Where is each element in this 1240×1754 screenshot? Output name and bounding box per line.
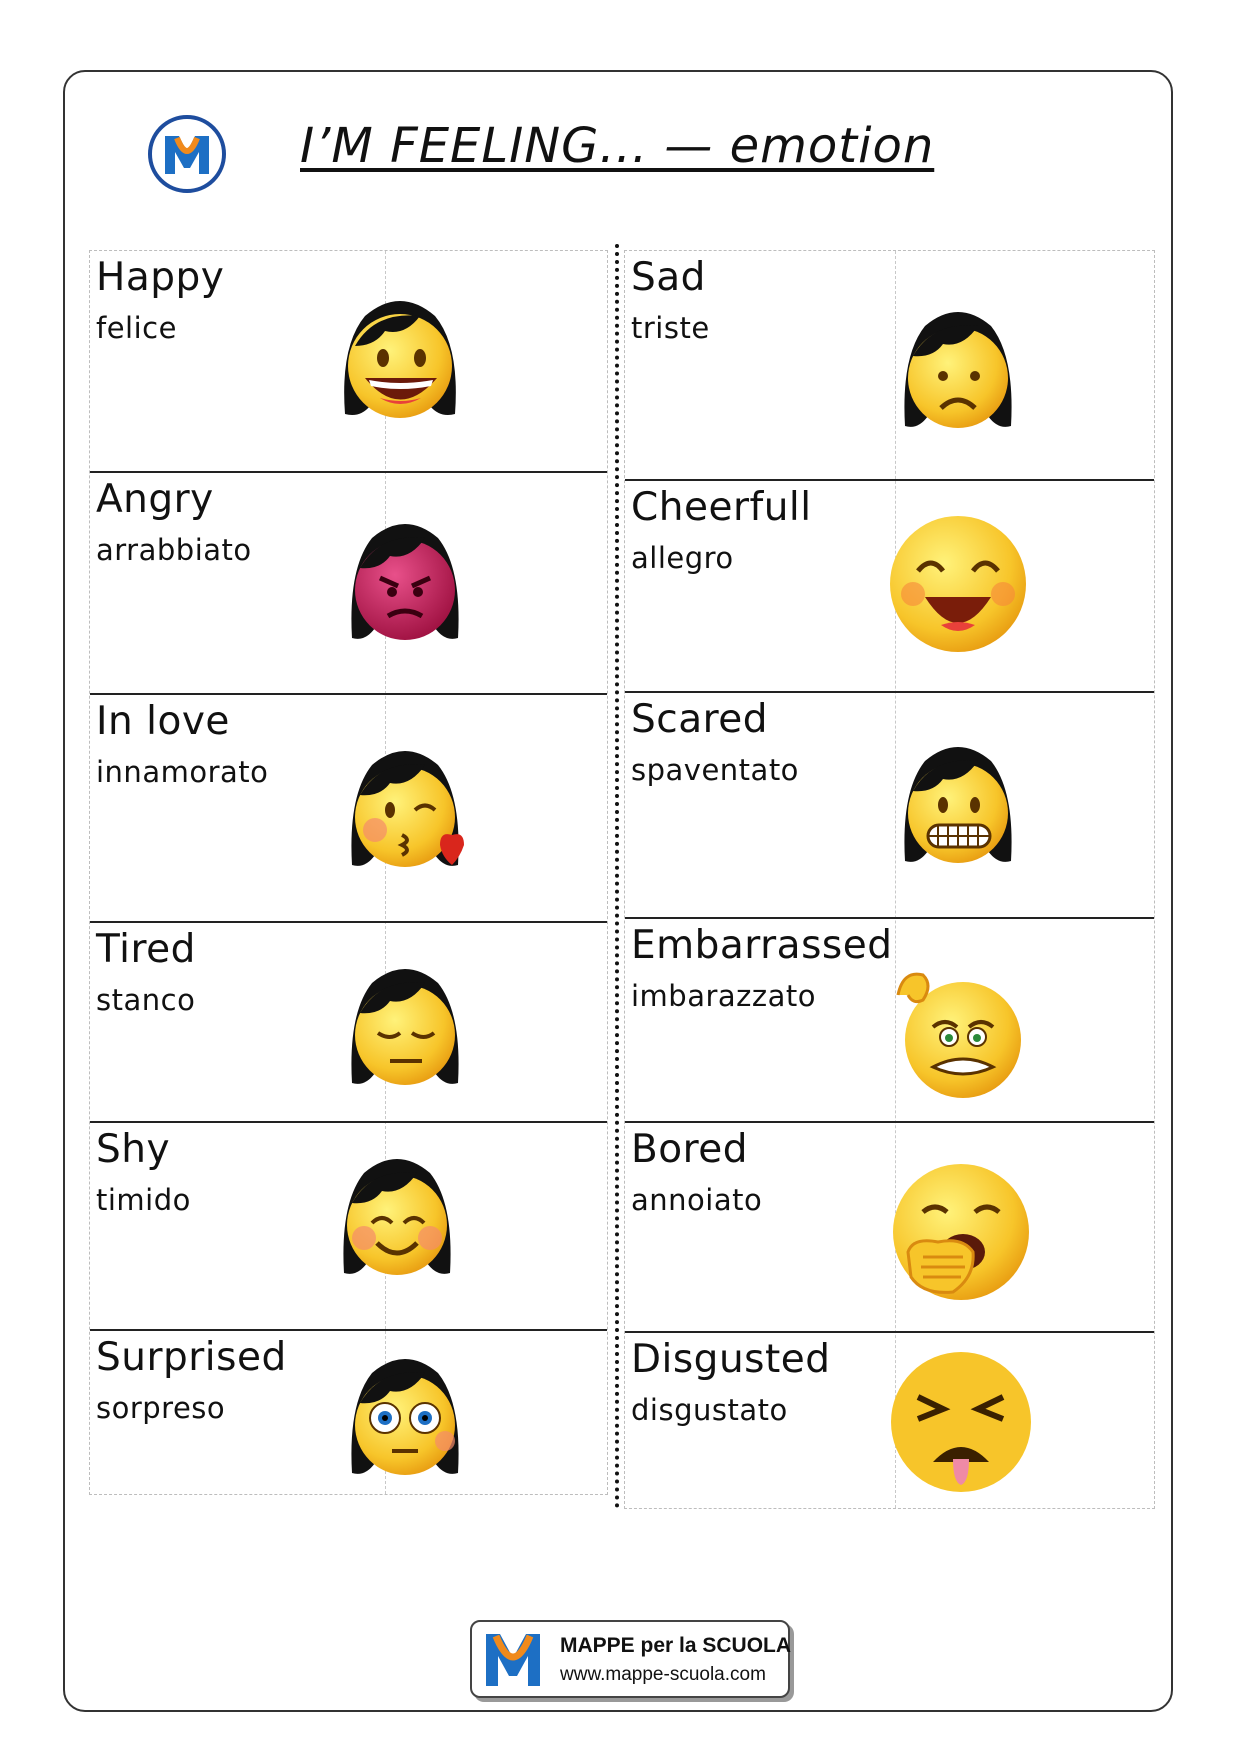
tired-girl-icon xyxy=(330,953,480,1103)
footer-brand-box xyxy=(470,1620,790,1698)
emotion-card xyxy=(90,693,607,921)
english-word: Tired xyxy=(96,927,196,972)
english-word: Embarrassed xyxy=(631,923,893,968)
english-word: Angry xyxy=(96,477,214,522)
brand-url[interactable]: www.mappe-scuola.com xyxy=(560,1664,766,1685)
italian-word: sorpreso xyxy=(96,1391,226,1425)
cheerful-face-icon xyxy=(883,509,1033,659)
emotion-card xyxy=(625,479,1154,691)
surprised-girl-icon xyxy=(330,1343,480,1493)
brand-name: MAPPE per la SCUOLA xyxy=(560,1634,792,1657)
emotion-card xyxy=(90,1329,607,1496)
english-word: In love xyxy=(96,699,230,744)
italian-word: timido xyxy=(96,1183,191,1217)
italian-word: triste xyxy=(631,311,710,345)
left-column xyxy=(89,250,608,1495)
emotion-card xyxy=(90,921,607,1121)
italian-word: innamorato xyxy=(96,755,269,789)
english-word: Shy xyxy=(96,1127,171,1172)
english-word: Bored xyxy=(631,1127,749,1172)
english-word: Disgusted xyxy=(631,1337,831,1382)
emotion-card xyxy=(625,251,1154,479)
disgusted-face-icon xyxy=(883,1347,1033,1497)
english-word: Surprised xyxy=(96,1335,287,1380)
emotion-card xyxy=(625,917,1154,1121)
italian-word: arrabbiato xyxy=(96,533,252,567)
yawning-face-icon xyxy=(883,1157,1033,1307)
happy-girl-icon xyxy=(325,286,475,436)
right-column xyxy=(624,250,1155,1509)
sad-girl-icon xyxy=(883,296,1033,446)
emotion-card xyxy=(625,1121,1154,1331)
emotion-card xyxy=(625,1331,1154,1510)
emotion-card xyxy=(625,691,1154,917)
mappe-logo-icon xyxy=(147,114,227,194)
column-divider xyxy=(615,244,619,1509)
embarrassed-face-icon xyxy=(883,955,1033,1105)
kiss-heart-girl-icon xyxy=(330,735,480,885)
italian-word: annoiato xyxy=(631,1183,763,1217)
italian-word: spaventato xyxy=(631,753,799,787)
emotion-card xyxy=(90,1121,607,1329)
page-title: I’M FEELING... — emotion xyxy=(300,118,935,174)
italian-word: allegro xyxy=(631,541,734,575)
english-word: Happy xyxy=(96,255,225,300)
angry-girl-icon xyxy=(330,508,480,658)
shy-girl-icon xyxy=(322,1143,472,1293)
italian-word: stanco xyxy=(96,983,196,1017)
italian-word: disgustato xyxy=(631,1393,788,1427)
mappe-logo-icon xyxy=(482,1628,544,1690)
english-word: Scared xyxy=(631,697,769,742)
emotion-card xyxy=(90,251,607,471)
italian-word: felice xyxy=(96,311,177,345)
emotion-card xyxy=(90,471,607,693)
english-word: Sad xyxy=(631,255,706,300)
italian-word: imbarazzato xyxy=(631,979,817,1013)
english-word: Cheerfull xyxy=(631,485,812,530)
scared-girl-icon xyxy=(883,731,1033,881)
